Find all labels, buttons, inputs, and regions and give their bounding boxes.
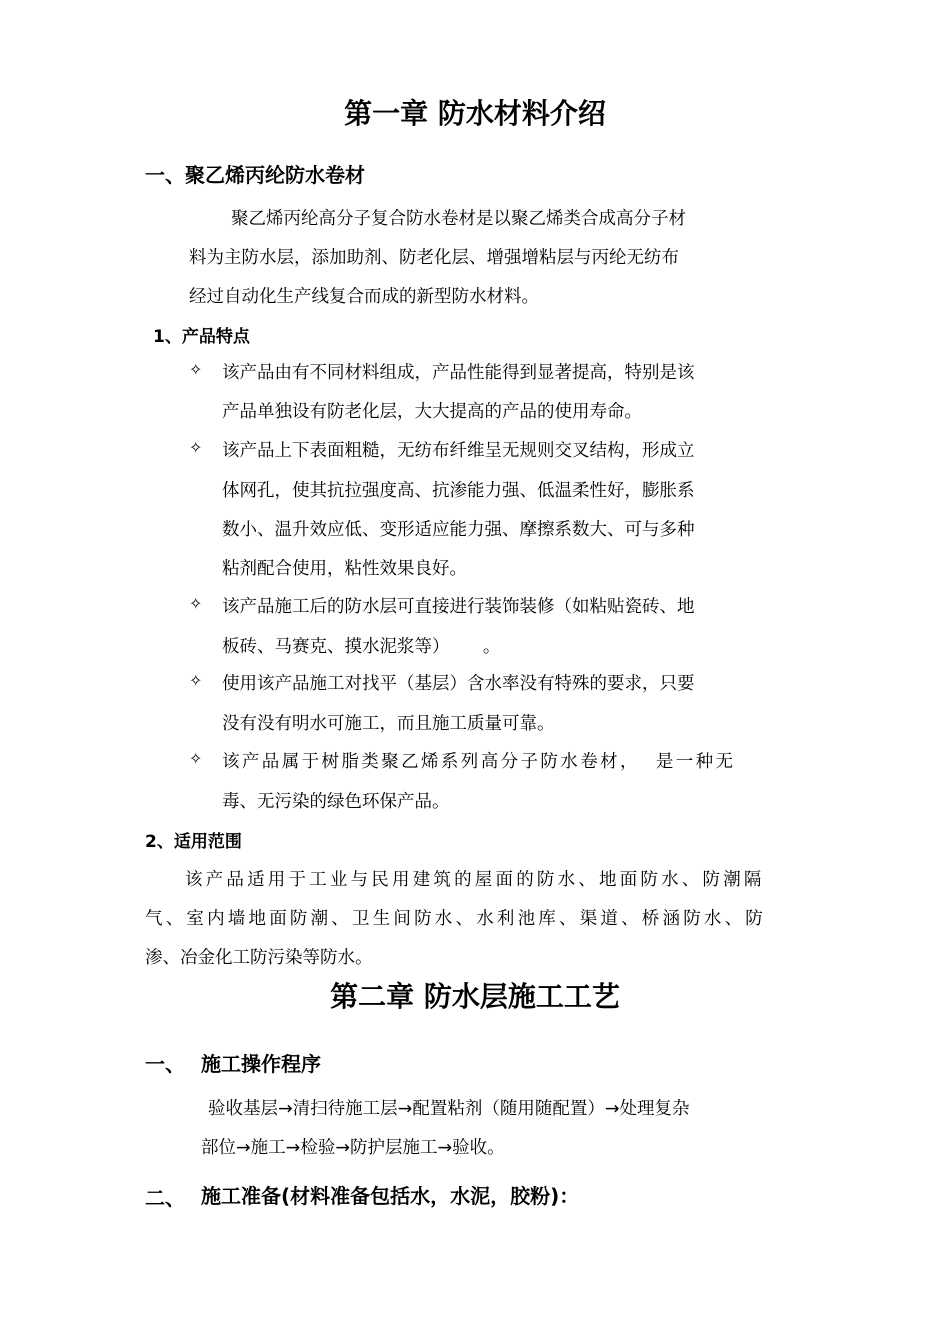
intro-line: 聚乙烯丙纶高分子复合防水卷材是以聚乙烯类合成高分子材 (231, 209, 686, 229)
feature-line: 体网孔，使其抗拉强度高、抗渗能力强、低温柔性好，膨胀系 (222, 481, 695, 501)
feature-line: 该产品属于树脂类聚乙烯系列高分子防水卷材， 是一种无 (222, 752, 736, 772)
feature-line: 毒、无污染的绿色环保产品。 (222, 792, 450, 812)
scope-line: 渗、冶金化工防污染等防水。 (145, 948, 373, 968)
section-title: 施工准备(材料准备包括水，水泥，胶粉)： (201, 1184, 580, 1208)
intro-line: 料为主防水层，添加助剂、防老化层、增强增粘层与丙纶无纺布 (189, 248, 679, 268)
feature-line: 板砖、马赛克、摸水泥浆等） 。 (222, 637, 501, 657)
feature-line: 使用该产品施工对找平（基层）含水率没有特殊的要求，只要 (222, 674, 695, 694)
diamond-bullet-icon: ✧ (189, 438, 203, 457)
feature-line: 没有没有明水可施工，而且施工质量可靠。 (222, 714, 555, 734)
diamond-bullet-icon: ✧ (189, 749, 203, 768)
procedure-line: 验收基层→清扫待施工层→配置粘剂（随用随配置）→处理复杂 (208, 1099, 690, 1119)
scope-line: 气、室内墙地面防潮、卫生间防水、水利池库、渠道、桥涵防水、防 (145, 909, 766, 929)
chapter1-title: 第一章 防水材料介绍 (344, 97, 606, 130)
intro-line: 经过自动化生产线复合而成的新型防水材料。 (189, 287, 539, 307)
feature-line: 该产品施工后的防水层可直接进行装饰装修（如粘贴瓷砖、地 (222, 597, 695, 617)
section-heading: 一、聚乙烯丙纶防水卷材 (145, 163, 365, 187)
feature-line: 该产品由有不同材料组成，产品性能得到显著提高，特别是该 (222, 363, 695, 383)
scope-line: 该产品适用于工业与民用建筑的屋面的防水、地面防水、防潮隔 (185, 870, 765, 890)
diamond-bullet-icon: ✧ (189, 360, 203, 379)
diamond-bullet-icon: ✧ (189, 594, 203, 613)
feature-line: 粘剂配合使用，粘性效果良好。 (222, 559, 467, 579)
subsection-heading: 1、产品特点 (153, 327, 250, 347)
subsection-heading: 2、适用范围 (145, 832, 242, 852)
chapter2-title: 第二章 防水层施工工艺 (330, 980, 620, 1013)
feature-line: 产品单独设有防老化层，大大提高的产品的使用寿命。 (222, 402, 642, 422)
feature-line: 该产品上下表面粗糙，无纺布纤维呈无规则交叉结构，形成立 (222, 441, 695, 461)
section-number: 二、 (145, 1186, 185, 1210)
diamond-bullet-icon: ✧ (189, 671, 203, 690)
procedure-line: 部位→施工→检验→防护层施工→验收。 (201, 1138, 505, 1158)
section-number: 一、 (145, 1052, 185, 1076)
feature-line: 数小、温升效应低、变形适应能力强、摩擦系数大、可与多种 (222, 520, 695, 540)
section-title: 施工操作程序 (201, 1052, 321, 1076)
